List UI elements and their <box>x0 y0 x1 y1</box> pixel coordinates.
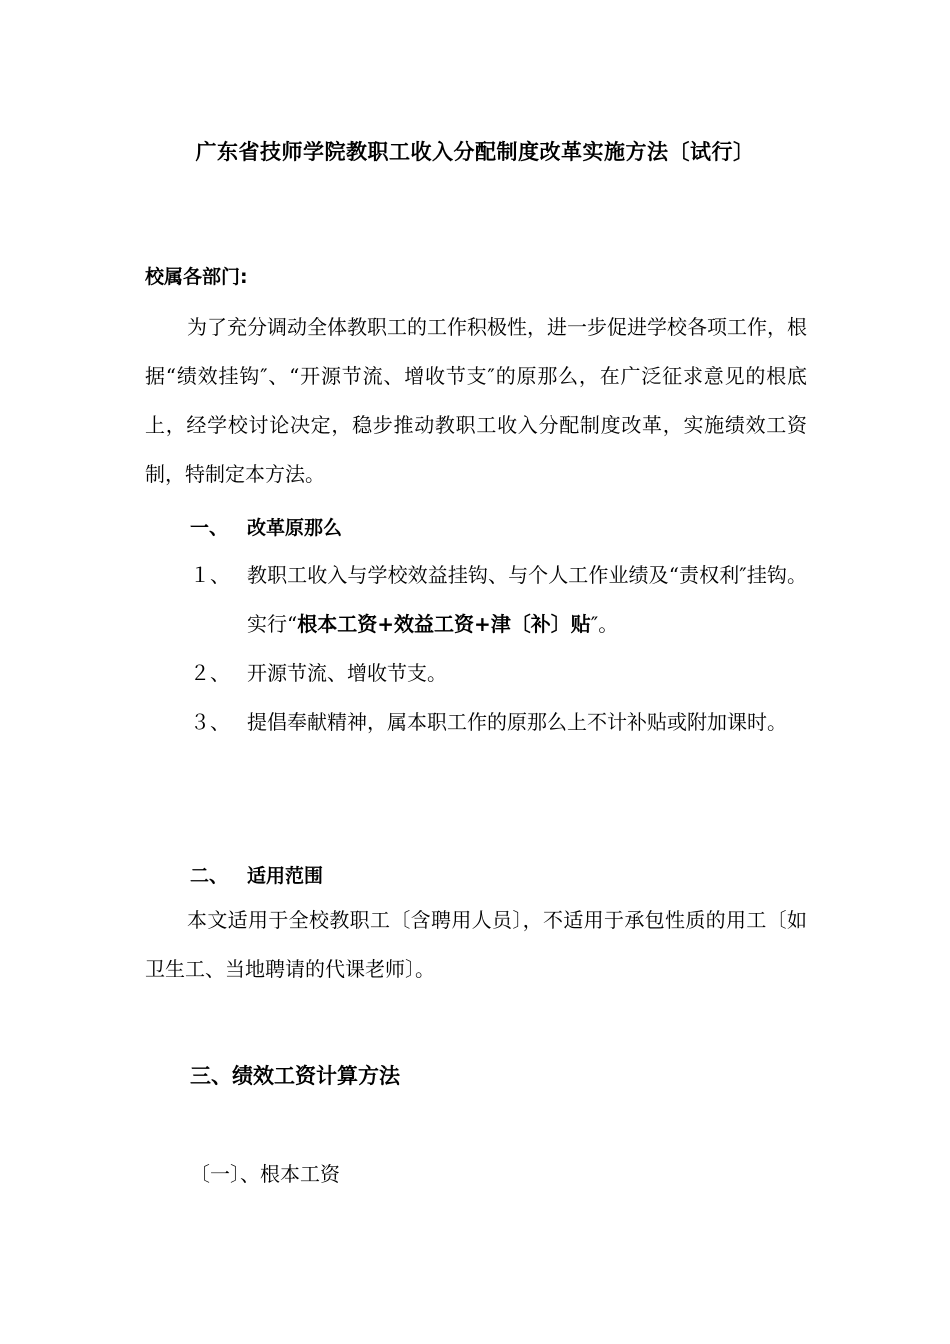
section-2-title: 适用范围 <box>247 865 324 887</box>
salutation: 校属各部门: <box>145 266 248 288</box>
list-item-1 <box>190 551 807 649</box>
list-item-3 <box>190 698 807 747</box>
section-2-body: 本文适用于全校教职工〔含聘用人员〕，不适用于承包性质的用工〔如卫生工、当地聘请的代课老师〕。 <box>145 908 807 981</box>
section-1-number: 一、 <box>190 517 229 539</box>
list-item-1-text-bold: 根本工资+效益工资+津〔补〕贴 <box>297 612 591 636</box>
list-item-1-text-after: ″。 <box>590 612 619 636</box>
section-1-heading <box>190 513 342 540</box>
list-item-2-text: 开源节流、增收节支。 <box>247 661 447 685</box>
list-item-2-number: ２、 <box>190 661 230 685</box>
list-item-1-text <box>247 551 807 649</box>
list-item-2 <box>190 649 807 698</box>
intro-paragraph: 为了充分调动全体教职工的工作积极性，进一步促进学校各项工作，根据“绩效挂钩″、“开源节流、增收节支″的原那么，在广泛征求意见的根底上，经学校讨论决定，稳步推动教职工收入分配制度改革，实施绩效工资制，特制定本方法。 <box>145 315 807 486</box>
list-item-3-number: ３、 <box>190 710 230 734</box>
list-item-1-number: １、 <box>190 563 230 587</box>
section-2-number: 二、 <box>190 865 229 887</box>
section-3-heading: 三、绩效工资计算方法 <box>190 1064 400 1088</box>
list-item-3-text: 提倡奉献精神，属本职工作的原那么上不计补贴或附加课时。 <box>247 710 787 734</box>
section-1-title: 改革原那么 <box>247 517 343 539</box>
section-2-heading <box>190 861 323 888</box>
document-title: 广东省技师学院教职工收入分配制度改革实施方法〔试行〕 <box>195 140 755 164</box>
section-3-subheading: 〔一〕、根本工资 <box>190 1162 340 1186</box>
list-item-1-text-before: 教职工收入与学校效益挂钩、与个人工作业绩及“责权利″挂钩。实行“ <box>247 563 807 636</box>
